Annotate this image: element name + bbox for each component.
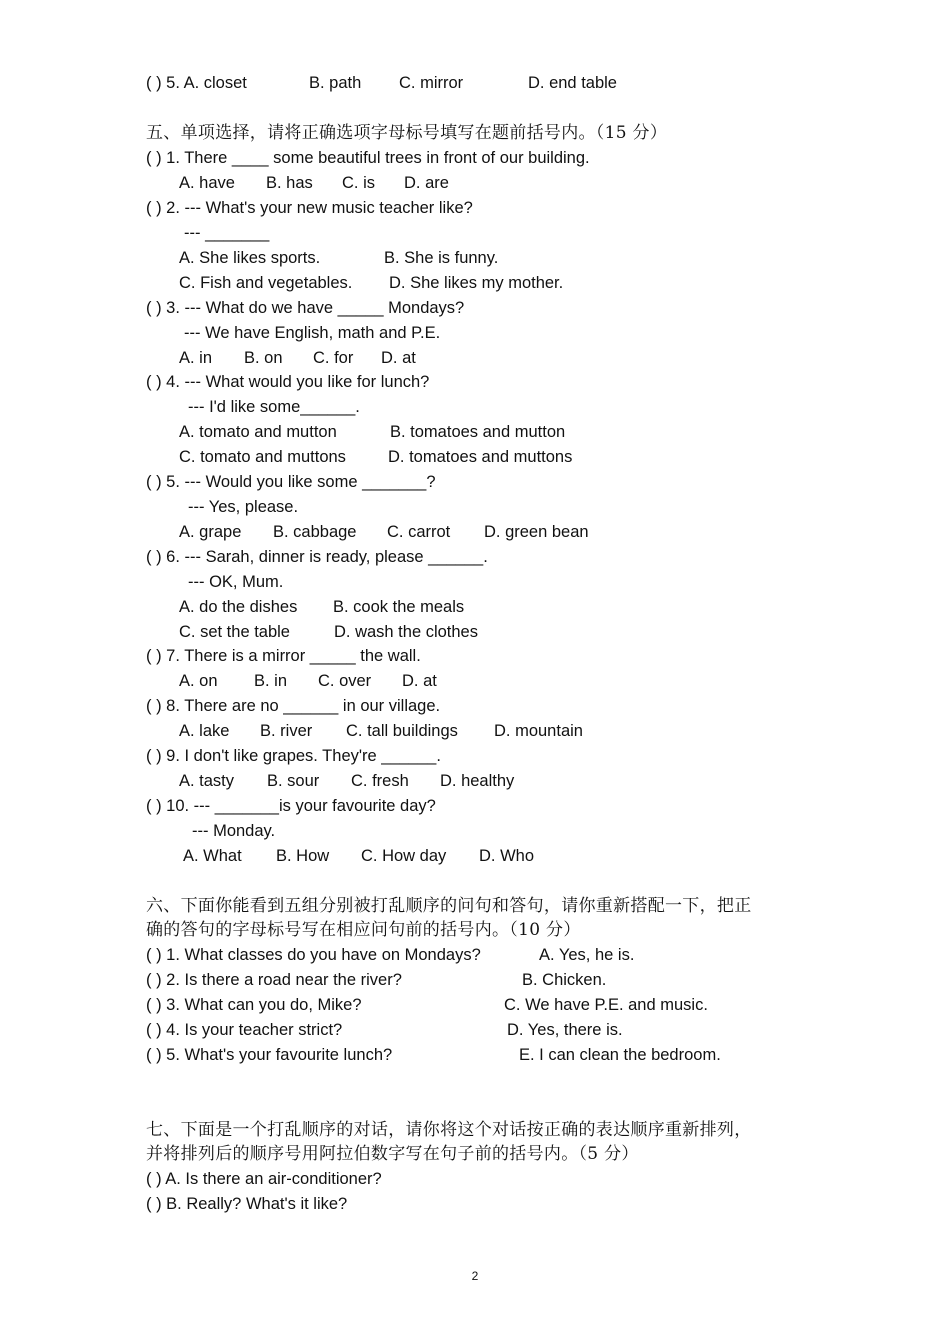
sec5-q1 [0,146,950,171]
sec5-q10-options [0,844,950,869]
reply-line: --- We have English, math and P.E. [184,324,441,342]
sec5-q8 [0,694,950,719]
match-question: ( ) 5. What's your favourite lunch? [146,1046,393,1064]
sec6-row-5 [0,1043,950,1068]
option-d: D. healthy [440,772,515,790]
option-c: C. is [342,174,375,192]
reply-line: --- _______ [184,224,270,242]
option-c: C. tomato and muttons [179,448,346,466]
match-question: ( ) 4. Is your teacher strict? [146,1021,343,1039]
reply-line: --- Monday. [192,822,276,840]
match-answer: D. Yes, there is. [507,1021,623,1039]
question-stem: ( ) 10. --- _______is your favourite day? [146,797,436,815]
sec5-q2-options-cd [0,271,950,296]
option-c: C. fresh [351,772,409,790]
sec4-q5-option-d: D. end table [528,74,617,92]
match-question: ( ) 3. What can you do, Mike? [146,996,362,1014]
option-d: D. She likes my mother. [389,274,564,292]
sec7-heading-text2: 并将排列后的顺序号用阿拉伯数字写在句子前的括号内。（5 分） [146,1144,639,1164]
reply-line: --- I'd like some______. [188,398,360,416]
reply-line: --- Yes, please. [188,498,299,516]
option-c: C. set the table [179,623,290,641]
option-c: C. over [318,672,372,690]
dialogue-line: ( ) B. Really? What's it like? [146,1195,348,1213]
option-b: B. tomatoes and mutton [390,423,566,441]
sec5-q2-reply [0,221,950,246]
option-d: D. mountain [494,722,583,740]
sec6-heading-line2 [0,918,950,943]
option-b: B. on [244,349,283,367]
sec5-q6-options-ab [0,595,950,620]
option-d: D. wash the clothes [334,623,478,641]
option-d: D. tomatoes and muttons [388,448,573,466]
sec5-q3 [0,296,950,321]
option-a: A. She likes sports. [179,249,321,267]
sec6-heading-line1 [0,894,950,919]
dialogue-line: ( ) A. Is there an air-conditioner? [146,1170,382,1188]
option-d: D. are [404,174,449,192]
sec5-heading-text: 五、单项选择，请将正确选项字母标号填写在题前括号内。（15 分） [146,123,668,143]
option-d: D. at [381,349,416,367]
sec5-q1-options [0,171,950,196]
reply-line: --- OK, Mum. [188,573,284,591]
sec5-q9 [0,744,950,769]
sec7-item-a [0,1167,950,1192]
option-c: C. for [313,349,354,367]
sec4-q5-stem: ( ) 5. A. closet [146,74,247,92]
sec5-q5-options [0,520,950,545]
sec7-heading-line2 [0,1142,950,1167]
question-stem: ( ) 8. There are no ______ in our village. [146,697,441,715]
match-answer: E. I can clean the bedroom. [519,1046,721,1064]
sec7-heading-line1 [0,1118,950,1143]
option-c: C. Fish and vegetables. [179,274,353,292]
sec5-q3-reply [0,321,950,346]
sec5-q6 [0,545,950,570]
option-a: A. lake [179,722,230,740]
option-b: B. She is funny. [384,249,499,267]
option-a: A. tomato and mutton [179,423,337,441]
option-b: B. cook the meals [333,598,465,616]
sec7-heading-text1: 七、下面是一个打乱顺序的对话，请你将这个对话按正确的表达顺序重新排列， [146,1120,752,1140]
sec5-q6-reply [0,570,950,595]
question-stem: ( ) 3. --- What do we have _____ Mondays? [146,299,465,317]
sec5-q10-reply [0,819,950,844]
sec5-q6-options-cd [0,620,950,645]
sec6-heading-text1: 六、下面你能看到五组分别被打乱顺序的问句和答句，请你重新搭配一下，把正 [146,896,752,916]
sec4-q5-option-b: B. path [309,74,362,92]
sec6-row-3 [0,993,950,1018]
sec5-q7 [0,644,950,669]
question-stem: ( ) 7. There is a mirror _____ the wall. [146,647,421,665]
match-answer: B. Chicken. [522,971,607,989]
sec6-row-4 [0,1018,950,1043]
question-stem: ( ) 2. --- What's your new music teacher like? [146,199,473,217]
option-b: B. cabbage [273,523,357,541]
option-a: A. do the dishes [179,598,298,616]
question-stem: ( ) 6. --- Sarah, dinner is ready, please ______. [146,548,488,566]
option-b: B. sour [267,772,320,790]
sec5-q2-options-ab [0,246,950,271]
sec5-q4-options-cd [0,445,950,470]
option-a: A. What [183,847,242,865]
match-question: ( ) 1. What classes do you have on Mondays? [146,946,481,964]
sec5-q4 [0,370,950,395]
sec5-q9-options [0,769,950,794]
sec6-row-2 [0,968,950,993]
question-stem: ( ) 5. --- Would you like some _______? [146,473,436,491]
sec5-q3-options [0,346,950,371]
match-question: ( ) 2. Is there a road near the river? [146,971,402,989]
option-a: A. on [179,672,218,690]
sec7-item-b [0,1192,950,1217]
sec5-heading [0,121,950,146]
option-b: B. river [260,722,313,740]
option-d: D. at [402,672,437,690]
option-a: A. have [179,174,235,192]
sec5-q8-options [0,719,950,744]
option-d: D. green bean [484,523,589,541]
option-c: C. How day [361,847,447,865]
sec5-q5 [0,470,950,495]
option-c: C. tall buildings [346,722,458,740]
option-a: A. in [179,349,213,367]
sec5-q7-options [0,669,950,694]
sec5-q4-options-ab [0,420,950,445]
question-stem: ( ) 1. There ____ some beautiful trees in front of our building. [146,149,590,167]
question-stem: ( ) 4. --- What would you like for lunch? [146,373,430,391]
question-stem: ( ) 9. I don't like grapes. They're ______. [146,747,441,765]
option-a: A. tasty [179,772,235,790]
sec5-q2 [0,196,950,221]
sec4-q5-option-c: C. mirror [399,74,464,92]
option-b: B. in [254,672,288,690]
option-d: D. Who [479,847,535,865]
sec5-q10 [0,794,950,819]
sec6-row-1 [0,943,950,968]
sec5-q5-reply [0,495,950,520]
sec5-q4-reply [0,395,950,420]
page-number: 2 [471,1269,479,1283]
match-answer: C. We have P.E. and music. [504,996,708,1014]
match-answer: A. Yes, he is. [539,946,635,964]
option-c: C. carrot [387,523,451,541]
option-a: A. grape [179,523,242,541]
sec6-heading-text2: 确的答句的字母标号写在相应问句前的括号内。（10 分） [146,920,581,940]
option-b: B. How [276,847,330,865]
sec4-q5 [0,71,950,96]
option-b: B. has [266,174,313,192]
